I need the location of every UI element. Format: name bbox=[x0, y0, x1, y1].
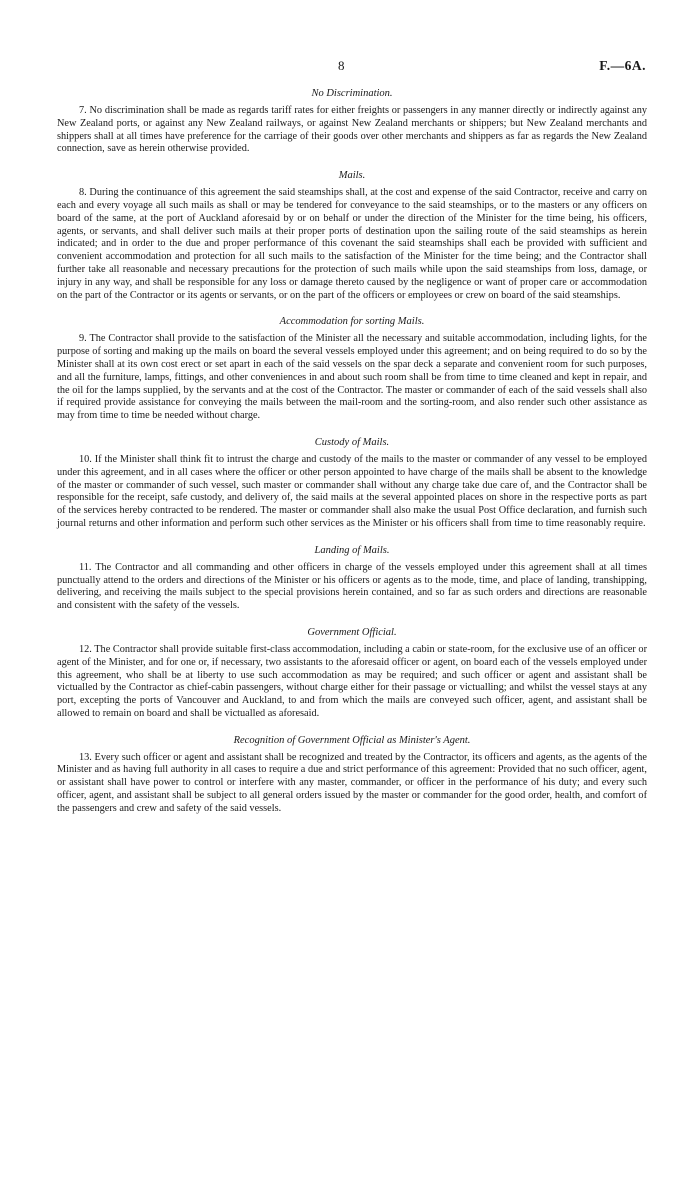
section-heading: Mails. bbox=[338, 170, 366, 182]
document-body bbox=[57, 87, 647, 829]
section-custody-of-mails bbox=[57, 436, 647, 531]
section-paragraph: 8. During the continuance of this agreement the said steamships shall, at the cost and expense of the said Contractor, receive and carry on each and every voyage all such mails as shall or may be tendered for conveyance to the said steamships, or to the masters or any officers on board of the same, at the port of Auckland aforesaid by or on behalf or under the direction of the Minister for the time being, his officers, agents, or servants, and shall deliver such mails at their proper ports of destination upon the sailing route of the said steamships as herein indicated; and in order to the due and proper performance of this covenant the said steamships shall each be provided with sufficient and convenient accommodation and protection for all such mails to the satisfaction of the Minister for the time being; and the Contractor shall further take all reasonable and necessary precautions for the protection of such mails while upon the said steamships from loss, damage, or injury in any way, and shall be responsible for any loss or damage thereto caused by the negligence or want of proper care or accommodation on the part of the Contractor or its agents or servants, or on the part of the officers or employees or crew on board of the said steamships. bbox=[57, 187, 647, 301]
section-government-official bbox=[57, 626, 647, 721]
section-heading: Government Official. bbox=[307, 626, 397, 638]
section-heading: Accommodation for sorting Mails. bbox=[279, 316, 425, 328]
page-number: 8 bbox=[338, 58, 345, 73]
section-heading: Landing of Mails. bbox=[314, 544, 390, 556]
section-paragraph: 10. If the Minister shall think fit to intrust the charge and custody of the mails to the master or commander of any vessel to be employed under this agreement, and in all cases where the officer or other person appointed to have charge of the mails shall be absent to the knowledge of the master or commander of such vessel, such master or commander shall without any charge take due care of, and the Contractor shall be responsible for the receipt, safe custody, and delivery of, the said mails at the several appointed places on shore in the respective ports as part of the services hereby contracted to be rendered. The master or commander shall also make the usual Post Office declaration, and furnish such journal returns and other information and perform such other services as the Minister or his officers shall from time to time reasonably require. bbox=[57, 453, 647, 529]
section-paragraph: 11. The Contractor and all commanding and other officers in charge of the vessels employed under this agreement shall at all times punctually attend to the orders and directions of the Minister or his officers or agents as to the mode, time, and place of landing, transhipping, delivering, and receiving the mails subject to the special provisions herein contained, and so far as such orders and directions are reasonable and consistent with the safety of the vessels. bbox=[57, 561, 647, 612]
section-paragraph: 12. The Contractor shall provide suitable first-class accommodation, including a cabin or state-room, for the exclusive use of an officer or agent of the Minister, and for one or, if necessary, two assistants to the aforesaid officer or agent, on board each of the vessels employed under this agreement, who shall be at liberty to use such accommodation as may be required; and such officer or agent and assistant shall be victualled by the Contractor as chief-cabin passengers, without charge either for their passage or victualling; and whilst the vessel stays at any port, excepting the ports of Vancouver and Auckland, to and from which the mails are conveyed such officer, agent, and assistant shall be allowed to remain on board and shall be victualled as aforesaid. bbox=[57, 643, 647, 719]
page-header bbox=[0, 58, 700, 78]
section-recognition-of-government-official bbox=[57, 734, 647, 816]
section-paragraph: 9. The Contractor shall provide to the satisfaction of the Minister all the necessary and suitable accommodation, including lights, for the purpose of sorting and making up the mails on board the several vessels employed under this agreement; and on being required to do so by the Minister shall at its own cost erect or set apart in each of the said vessels on the spar deck a separate and convenient room for such purposes, and all the furniture, lamps, fittings, and other conveniences in and about such room shall be from time to time cleaned and kept in repair, and the oil for the lamps supplied, by the servants and at the cost of the Contractor. The master or commander of each of the said vessels shall also if required provide assistance for conveying the mails between the mail-room and the sorting-room, and also render such other assistance as may from time to time be needed without charge. bbox=[57, 333, 647, 422]
section-heading: Custody of Mails. bbox=[314, 436, 390, 448]
section-accommodation-for-sorting-mails bbox=[57, 315, 647, 423]
section-paragraph: 13. Every such officer or agent and assistant shall be recognized and treated by the Contractor, its officers and agents, as the agents of the Minister and as having full authority in all cases to require a due and strict performance of this agreement: Provided that no such officer, agent, or assistant shall have power to control or interfere with any master, commander, or officer in the performance of his duty; and every such officer, agent, and assistant shall be subject to all general orders issued by the master or commander for the good order, health, and comfort of the passengers and crew and safety of the said vessels. bbox=[57, 751, 647, 814]
section-paragraph: 7. No discrimination shall be made as regards tariff rates for either freights or passengers in any manner directly or indirectly against any New Zealand ports, or against any New Zealand railways, or against New Zealand merchants or shippers; but New Zealand merchants and shippers shall at all times have preference for the carriage of their goods over other merchants and shippers as far as regards the New Zealand connection, save as herein otherwise provided. bbox=[57, 105, 647, 155]
section-no-discrimination bbox=[57, 87, 647, 156]
document-reference: F.—6A. bbox=[599, 58, 646, 73]
section-landing-of-mails bbox=[57, 544, 647, 613]
section-heading: Recognition of Government Official as Minister's Agent. bbox=[233, 734, 471, 746]
section-heading: No Discrimination. bbox=[311, 88, 393, 99]
section-mails bbox=[57, 169, 647, 302]
